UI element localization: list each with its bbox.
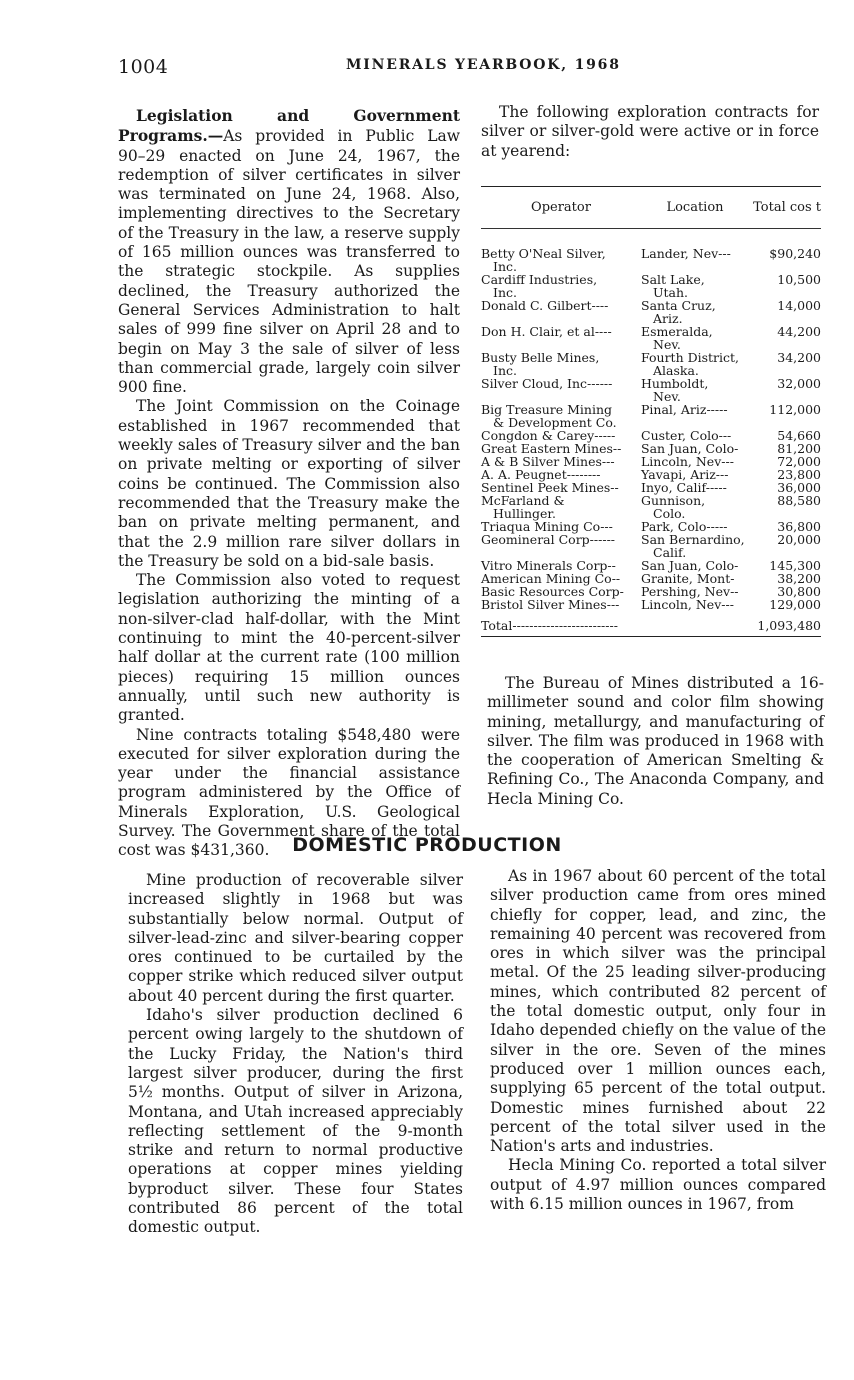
cell-operator-text: Big Treasure Mining <box>481 402 613 417</box>
cell-total-cost <box>749 377 821 403</box>
table-bottom-rule <box>481 636 821 637</box>
cell-operator <box>481 351 641 377</box>
cell-operator-text: Basic Resources Corp- <box>481 584 624 599</box>
cell-location-continuation: Alaska. <box>653 363 699 378</box>
cell-operator-continuation: Inc. <box>493 285 517 300</box>
cell-total-cost-text: 36,800 <box>777 519 821 534</box>
cell-total-cost-text: 72,000 <box>777 454 821 469</box>
total-value: 1,093,480 <box>757 618 821 633</box>
table-row <box>481 351 821 377</box>
domestic-production-left <box>128 871 463 1238</box>
cell-total-cost-text: 10,500 <box>777 272 821 287</box>
table-total-row <box>481 611 821 636</box>
cell-location-text: San Juan, Colo- <box>641 558 739 573</box>
cell-total-cost <box>749 494 821 520</box>
cell-operator-continuation: & Development Co. <box>493 415 617 430</box>
cell-operator-text: American Mining Co-- <box>481 571 621 586</box>
cell-total-cost-text: 88,580 <box>777 493 821 508</box>
table-row <box>481 229 821 274</box>
cell-total-cost-text: 38,200 <box>777 571 821 586</box>
cell-operator-text: Silver Cloud, Inc------ <box>481 376 613 391</box>
cell-location <box>641 494 749 520</box>
cell-location <box>641 533 749 559</box>
column-header-location: Location <box>641 187 749 229</box>
paragraph: The Bureau of Mines distributed a 16-millimeter sound and color film showing mining, metallurgy, and manufacturing of silver. The film was produced in 1968 with the cooperation of American Smelting & Refining Co., The Anaconda Company, and Hecla Mining Co. <box>487 674 824 808</box>
cell-operator-text: McFarland & <box>481 493 565 508</box>
cell-operator-text: Congdon & Carey----- <box>481 428 616 443</box>
paragraph: As in 1967 about 60 percent of the total silver production came from ores mined chiefly for copper, lead, and zinc, the remaining 40 percent was recovered from ores in which silver was the principal metal. Of the 25 leading silver-producing mines, which contributed 82 percent of the total domestic output, only four in Idaho depended chiefly on the value of the silver in the ore. Seven of the mines produced over 1 million ounces each, supplying 65 percent of the total output. Domestic mines furnished about 22 percent of the total silver used in the Nation's arts and industries. <box>490 867 826 1156</box>
cell-total-cost-text: 54,660 <box>777 428 821 443</box>
cell-operator-continuation: Inc. <box>493 259 517 274</box>
cell-total-cost-text: 23,800 <box>777 467 821 482</box>
cell-operator-text: A. A. Peugnet-------- <box>481 467 601 482</box>
paragraph-text: As provided in Public Law 90–29 enacted on June 24, 1967, the redemption of silver certificates in silver was terminated on June 24, 1968. Also, implementing directives to the Secretary of the Treasury in the law, a reserve supply of 165 million ounces was transferred to the strategic stockpile. As supplies declined, the Treasury authorized the General Services Administration to halt sales of 999 fine silver on April 28 and to begin on May 3 the sale of silver of less than commercial grade, largely coin silver 900 fine. <box>118 127 460 397</box>
cell-operator <box>481 229 641 274</box>
table-row <box>481 533 821 559</box>
cell-location-text: Gunnison, <box>641 493 706 508</box>
cell-operator-text: Don H. Clair, et al---- <box>481 324 612 339</box>
paragraph: The Joint Commission on the Coinage established in 1967 recommended that weekly sales of Treasury silver and the ban on private melting or exporting of silver coins be continued. The Commission also recommended that the Treasury make the ban on private melting permanent, and that the 2.9 million rare silver dollars in the Treasury be sold on a bid-sale basis. <box>118 397 460 570</box>
paragraph: Nine contracts totaling $548,480 were executed for silver exploration during the year under the financial assistance program administered by the Office of Minerals Exploration, U.S. Geological Survey. The Government share of the total cost was $431,360. <box>118 725 460 860</box>
cell-location-text: Humboldt, <box>641 376 709 391</box>
cell-location-continuation: Utah. <box>653 285 689 300</box>
cell-total-cost <box>749 299 821 325</box>
film-paragraph <box>487 674 824 809</box>
cell-total-cost <box>749 533 821 559</box>
table-header-row <box>481 187 821 229</box>
cell-operator-text: Vitro Minerals Corp-- <box>481 558 616 573</box>
cell-location <box>641 598 749 611</box>
cell-total-cost <box>749 273 821 299</box>
cell-location-text: Lander, Nev--- <box>641 246 731 261</box>
column-header-operator: Operator <box>481 187 641 229</box>
cell-location-text: Granite, Mont- <box>641 571 735 586</box>
cell-total-cost-text: 20,000 <box>777 532 821 547</box>
contracts-table <box>481 187 821 636</box>
paragraph: Idaho's silver production declined 6 percent owing largely to the shutdown of the Lucky Friday, the Nation's third largest silver producer, during the first 5½ months. Output of silver in Arizona, Montana, and Utah increased appreciably reflecting settlement of the 9-month strike and return to normal productive operations at copper mines yielding byproduct silver. These four States contributed 86 percent of the total domestic output. <box>128 1006 463 1237</box>
table-row <box>481 377 821 403</box>
cell-total-cost-text: 81,200 <box>777 441 821 456</box>
cell-location-text: Pinal, Ariz----- <box>641 402 728 417</box>
section-lead: Legislation and Government Programs.— <box>118 106 460 146</box>
cell-total-cost-text: 112,000 <box>769 402 821 417</box>
cell-location-text: Lincoln, Nev--- <box>641 597 734 612</box>
cell-location-text: Santa Cruz, <box>641 298 716 313</box>
table-row <box>481 403 821 429</box>
cell-total-cost <box>749 403 821 429</box>
cell-location-text: Fourth District, <box>641 350 740 365</box>
cell-operator <box>481 494 641 520</box>
table-row <box>481 494 821 520</box>
cell-location-text: Custer, Colo--- <box>641 428 732 443</box>
cell-location-continuation: Nev. <box>653 337 681 352</box>
cell-location <box>641 273 749 299</box>
cell-operator-text: Busty Belle Mines, <box>481 350 600 365</box>
cell-operator-text: Great Eastern Mines-- <box>481 441 622 456</box>
cell-total-cost-text: 129,000 <box>769 597 821 612</box>
cell-location-text: Esmeralda, <box>641 324 713 339</box>
cell-location-text: Yavapi, Ariz--- <box>641 467 729 482</box>
table-row <box>481 299 821 325</box>
cell-operator <box>481 299 641 325</box>
cell-total-cost-text: $90,240 <box>769 246 821 261</box>
cell-location-continuation: Calif. <box>653 545 687 560</box>
cell-total-cost-text: 14,000 <box>777 298 821 313</box>
cell-operator <box>481 533 641 559</box>
cell-total-cost-text: 34,200 <box>777 350 821 365</box>
cell-operator <box>481 325 641 351</box>
cell-operator <box>481 403 641 429</box>
table-row <box>481 273 821 299</box>
cell-total-cost <box>749 229 821 274</box>
paragraph: The following exploration contracts for silver or silver-gold were active or in force at yearend: <box>481 103 819 160</box>
column-header-total-cost: Total cos t <box>749 187 821 229</box>
table-row <box>481 325 821 351</box>
contracts-intro <box>481 103 819 161</box>
section-heading: DOMESTIC PRODUCTION <box>292 834 562 856</box>
cell-location-text: Park, Colo----- <box>641 519 728 534</box>
table-row <box>481 598 821 611</box>
cell-total-cost-text: 36,000 <box>777 480 821 495</box>
cell-operator-text: Betty O'Neal Silver, <box>481 246 606 261</box>
legislation-section <box>118 106 460 861</box>
page-number: 1004 <box>118 56 169 78</box>
cell-total-cost-text: 32,000 <box>777 376 821 391</box>
cell-location-continuation: Ariz. <box>653 311 683 326</box>
cell-operator-text: Donald C. Gilbert---- <box>481 298 609 313</box>
paragraph: Hecla Mining Co. reported a total silver output of 4.97 million ounces compared with 6.15 million ounces in 1967, from <box>490 1156 826 1214</box>
cell-location-text: San Bernardino, <box>641 532 745 547</box>
cell-location-continuation: Nev. <box>653 389 681 404</box>
cell-location <box>641 377 749 403</box>
cell-location-text: Pershing, Nev-- <box>641 584 739 599</box>
cell-location-text: San Juan, Colo- <box>641 441 739 456</box>
cell-operator-text: Cardiff Industries, <box>481 272 598 287</box>
cell-location <box>641 325 749 351</box>
cell-total-cost <box>749 325 821 351</box>
contracts-table-wrap <box>481 186 821 637</box>
cell-location-text: Salt Lake, <box>641 272 705 287</box>
cell-location-text: Lincoln, Nev--- <box>641 454 734 469</box>
domestic-production-right <box>490 867 826 1214</box>
cell-total-cost-text: 44,200 <box>777 324 821 339</box>
cell-operator <box>481 377 641 403</box>
cell-location <box>641 229 749 274</box>
cell-operator <box>481 273 641 299</box>
cell-location-continuation: Colo. <box>653 506 686 521</box>
cell-total-cost <box>749 598 821 611</box>
cell-operator-continuation: Inc. <box>493 363 517 378</box>
table-body <box>481 229 821 612</box>
cell-operator-text: Geomineral Corp------ <box>481 532 616 547</box>
total-label: Total------------------------- <box>481 618 618 633</box>
cell-total-cost-text: 145,300 <box>769 558 821 573</box>
cell-operator <box>481 598 641 611</box>
running-head: MINERALS YEARBOOK, 1968 <box>346 57 621 73</box>
cell-operator-text: Bristol Silver Mines--- <box>481 597 620 612</box>
cell-location <box>641 351 749 377</box>
cell-operator-text: A & B Silver Mines--- <box>481 454 615 469</box>
cell-location <box>641 403 749 429</box>
cell-operator-text: Triaqua Mining Co--- <box>481 519 613 534</box>
cell-operator-continuation: Hullinger. <box>493 506 556 521</box>
cell-location-text: Inyo, Calif----- <box>641 480 727 495</box>
cell-total-cost-text: 30,800 <box>777 584 821 599</box>
cell-location <box>641 299 749 325</box>
paragraph: The Commission also voted to request legislation authorizing the minting of a non-silver-clad half-dollar, with the Mint continuing to mint the 40-percent-silver half dollar at the current rate (100 million pieces) requiring 15 million ounces annually, until such new authority is granted. <box>118 571 460 725</box>
paragraph: Mine production of recoverable silver increased slightly in 1968 but was substantially below normal. Output of silver-lead-zinc and silver-bearing copper ores continued to be curtailed by the copper strike which reduced silver output about 40 percent during the first quarter. <box>128 871 463 1005</box>
paragraph <box>118 106 460 397</box>
cell-total-cost <box>749 351 821 377</box>
cell-operator-text: Sentinel Peek Mines-- <box>481 480 619 495</box>
